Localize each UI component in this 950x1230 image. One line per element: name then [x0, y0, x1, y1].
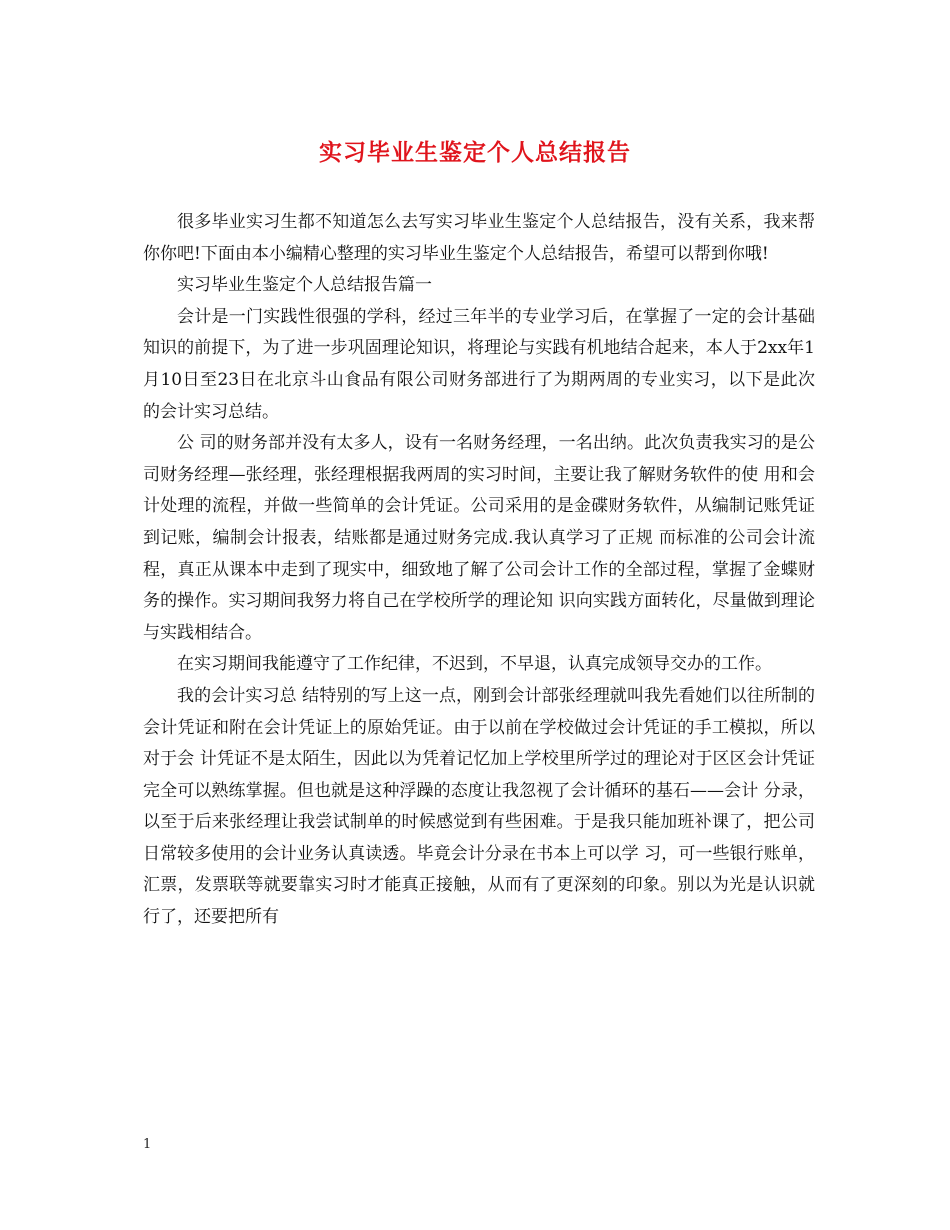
paragraph-discipline: 在实习期间我能遵守了工作纪律，不迟到，不早退，认真完成领导交办的工作。 [177, 654, 772, 675]
document-body [143, 207, 815, 934]
page-number: 1 [143, 1137, 152, 1152]
paragraph-intro: 很多毕业实习生都不知道怎么去写实习毕业生鉴定个人总结报告，没有关系，我来帮你你吧!下面由本小编精心整理的实习毕业生鉴定个人总结报告，希望可以帮到你哦! [143, 212, 815, 264]
paragraph-background: 会计是一门实践性很强的学科，经过三年半的专业学习后，在掌握了一定的会计基础知识的前提下，为了进一步巩固理论知识，将理论与实践有机地结合起来，本人于2xx年1月10日至23日在北京斗山食品有限公司财务部进行了为期两周的专业实习，以下是此次的会计实习总结。 [143, 306, 815, 422]
section-heading: 实习毕业生鉴定个人总结报告篇一 [177, 275, 432, 296]
paragraph-finance-department: 公 司的财务部并没有太多人，设有一名财务经理，一名出纳。此次负责我实习的是公司财务经理—张经理，张经理根据我两周的实习时间，主要让我了解财务软件的使 用和会计处理的流程，并做一些简单的会计凭证。公司采用的是金碟财务软件，从编制记账凭证到记账，编制会计报表，结账都是通过财务完成.我认真学习了正规 而标准的公司会计流程，真正从课本中走到了现实中，细致地了解了公司会计工作的全部过程，掌握了金蝶财务的操作。实习期间我努力将自己在学校所学的理论知 识向实践方面转化，尽量做到理论与实践相结合。 [143, 433, 815, 643]
document-title: 实习毕业生鉴定个人总结报告 [319, 139, 631, 166]
paragraph-accounting-summary: 我的会计实习总 结特别的写上这一点，刚到会计部张经理就叫我先看她们以往所制的会计凭证和附在会计凭证上的原始凭证。由于以前在学校做过会计凭证的手工模拟，所以对于会 计凭证不是太陌生，因此以为凭着记忆加上学校里所学过的理论对于区区会计凭证完全可以熟练掌握。但也就是这种浮躁的态度让我忽视了会计循环的基石——会计 分录，以至于后来张经理让我尝试制单的时候感觉到有些困难。于是我只能加班补课了，把公司日常较多使用的会计业务认真读透。毕竟会计分录在书本上可以学 习，可一些银行账单，汇票，发票联等就要靠实习时才能真正接触，从而有了更深刻的印象。别以为光是认识就行了，还要把所有 [143, 685, 815, 928]
